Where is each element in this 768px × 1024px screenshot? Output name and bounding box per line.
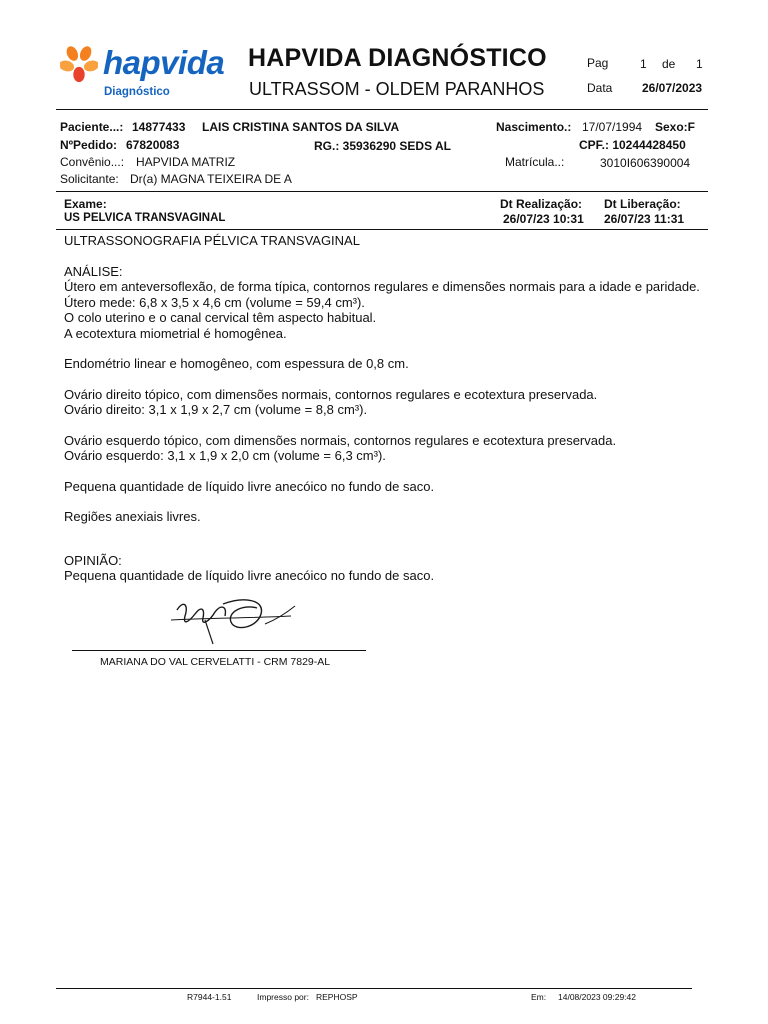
left-ovary-line-1: Ovário esquerdo tópico, com dimensões normais, contornos regulares e ecotextura preservada. (64, 432, 617, 448)
patient-name: LAIS CRISTINA SANTOS DA SILVA (202, 120, 400, 134)
free-fluid-line: Pequena quantidade de líquido livre anecóico no fundo de saco. (64, 478, 435, 494)
rg-value: RG.: 35936290 SEDS AL (314, 139, 451, 153)
birth-label: Nascimento.: (496, 120, 572, 134)
adnexal-line: Regiões anexiais livres. (64, 509, 201, 524)
hapvida-logo-icon (60, 44, 98, 84)
exam-value: US PELVICA TRANSVAGINAL (64, 212, 226, 224)
endometrium-line: Endométrio linear e homogêneo, com espessura de 0,8 cm. (64, 356, 409, 371)
page-label: Pag (587, 56, 609, 70)
page-of-label: de (662, 57, 676, 71)
page-number: 1 (640, 57, 647, 71)
footer-em-value: 14/08/2023 09:29:42 (558, 992, 636, 1002)
footer-divider (56, 988, 692, 989)
exam-label: Exame: (64, 197, 107, 211)
right-ovary-line-1: Ovário direito tópico, com dimensões normais, contornos regulares e ecotextura preservada. (64, 386, 598, 402)
cpf-value: CPF.: 10244428450 (579, 138, 686, 152)
left-ovary-line-2: Ovário esquerdo: 3,1 x 1,9 x 2,0 cm (volume = 6,3 cm³). (64, 448, 386, 463)
date-label: Data (587, 81, 613, 95)
footer-printed-label: Impresso por: (257, 992, 309, 1002)
opinion-label: OPINIÃO: (64, 552, 122, 568)
analysis-label: ANÁLISE: (64, 263, 123, 279)
logo-subtext: Diagnóstico (104, 86, 170, 98)
right-ovary-line-2: Ovário direito: 3,1 x 1,9 x 2,7 cm (volume = 8,8 cm³). (64, 402, 368, 417)
released-value: 26/07/23 11:31 (604, 212, 685, 226)
order-label: NºPedido: (60, 138, 118, 152)
header-divider (56, 109, 708, 110)
registration-value: 3010I606390004 (600, 156, 691, 170)
report-heading: ULTRASSONOGRAFIA PÉLVICA TRANSVAGINAL (64, 233, 360, 248)
insurance-value: HAPVIDA MATRIZ (136, 155, 236, 169)
patient-label: Paciente...: (60, 120, 124, 134)
insurance-label: Convênio...: (60, 155, 125, 169)
report-body (64, 233, 744, 584)
sex-value: Sexo:F (655, 120, 696, 134)
uterus-line-2: Útero mede: 6,8 x 3,5 x 4,6 cm (volume = 59,4 cm³). (64, 294, 365, 310)
uterus-line-3: O colo uterino e o canal cervical têm aspecto habitual. (64, 310, 377, 325)
uterus-line-4: A ecotextura miometrial é homogênea. (64, 325, 287, 341)
opinion-text: Pequena quantidade de líquido livre anecóico no fundo de saco. (64, 568, 435, 583)
date-value: 26/07/2023 (642, 81, 703, 95)
birth-value: 17/07/1994 (582, 120, 643, 134)
page-total: 1 (696, 57, 703, 71)
requester-value: Dr(a) MAGNA TEIXEIRA DE A (130, 172, 292, 186)
document-subtitle: ULTRASSOM - OLDEM PARANHOS (249, 79, 545, 99)
patient-divider (56, 191, 708, 192)
requester-label: Solicitante: (60, 172, 119, 186)
performed-value: 26/07/23 10:31 (503, 212, 584, 226)
released-label: Dt Liberação: (604, 197, 681, 211)
performed-label: Dt Realização: (500, 197, 583, 211)
uterus-line-1: Útero em anteversoflexão, de forma típica, contornos regulares e dimensões normais para a idade e paridade. (64, 279, 700, 294)
footer-em-label: Em: (531, 992, 547, 1002)
patient-id: 14877433 (132, 120, 186, 134)
exam-divider (56, 229, 708, 230)
signature-line (72, 650, 366, 651)
doctor-name: MARIANA DO VAL CERVELATTI - CRM 7829-AL (100, 656, 331, 668)
signature-image (165, 594, 300, 646)
footer-code: R7944-1.51 (187, 992, 232, 1002)
registration-label: Matrícula..: (505, 155, 565, 169)
logo-wordmark: hapvida (103, 44, 225, 81)
footer-printed-by: REPHOSP (316, 992, 358, 1002)
order-value: 67820083 (126, 138, 180, 152)
document-title: HAPVIDA DIAGNÓSTICO (248, 44, 547, 72)
